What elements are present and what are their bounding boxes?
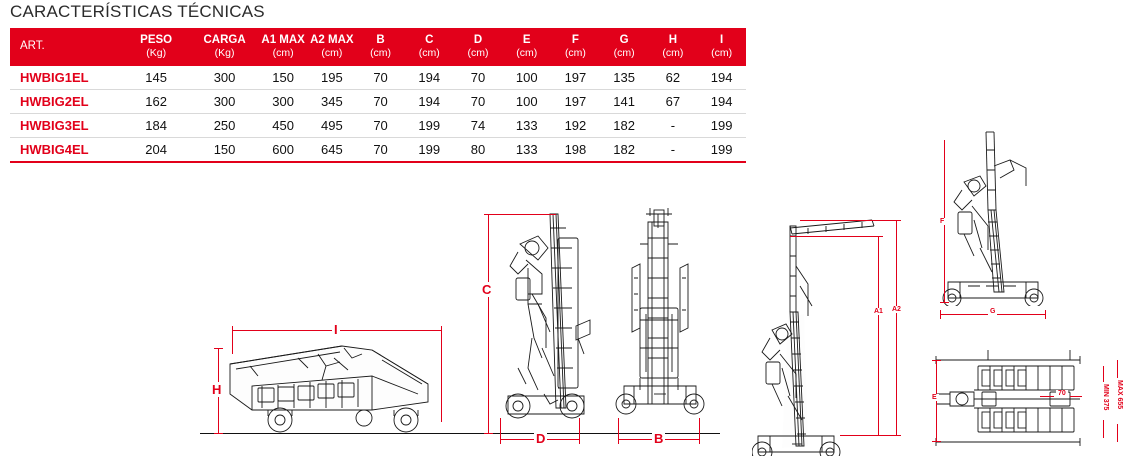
cell-i: 199 [697, 114, 746, 138]
dimension-label-i: I [334, 322, 338, 337]
column-header-g: G (cm) [600, 28, 649, 66]
dimension-label-c: C [482, 282, 492, 297]
extension-line [800, 220, 898, 221]
cell-peso: 204 [122, 138, 190, 163]
cell-h: - [649, 138, 698, 163]
cell-h: 62 [649, 66, 698, 90]
extension-line [790, 236, 880, 237]
cell-a2max: 345 [307, 90, 356, 114]
cell-c: 194 [405, 90, 454, 114]
column-header-a1max: A1 MAX (cm) [259, 28, 308, 66]
dimension-line-c [488, 214, 489, 434]
column-header-d: D (cm) [454, 28, 503, 66]
dimension-label-a1: A1 [874, 308, 883, 315]
cell-f: 198 [551, 138, 600, 163]
technical-specifications-table [10, 28, 746, 163]
cell-c: 199 [405, 138, 454, 163]
cell-a1max: 600 [259, 138, 308, 163]
cell-article: HWBIG2EL [10, 90, 122, 114]
drawing-side-view-fg [930, 126, 1080, 306]
cell-i: 194 [697, 66, 746, 90]
cell-g: 141 [600, 90, 649, 114]
cell-b: 70 [356, 138, 405, 163]
dimension-tick [1045, 310, 1046, 319]
column-header-b: B (cm) [356, 28, 405, 66]
column-header-art: ART. [10, 28, 122, 66]
dimension-label-b: B [654, 431, 664, 446]
cell-d: 74 [454, 114, 503, 138]
drawing-top-view [930, 346, 1100, 461]
table-row [10, 114, 746, 138]
dimension-line-a2 [896, 220, 897, 436]
dimension-tick [940, 302, 949, 303]
dimension-line-min [1103, 420, 1104, 438]
cell-b: 70 [356, 90, 405, 114]
cell-a1max: 150 [259, 66, 308, 90]
dimension-line-max [1117, 424, 1118, 442]
dimension-label-g: G [990, 308, 996, 315]
dimension-tick [214, 348, 223, 349]
cell-g: 135 [600, 66, 649, 90]
dimension-tick [940, 310, 941, 319]
dimension-line-70 [1040, 396, 1054, 397]
cell-article: HWBIG1EL [10, 66, 122, 90]
page-title: CARACTERÍSTICAS TÉCNICAS [10, 2, 265, 21]
drawing-front-view [610, 208, 710, 436]
table-row [10, 66, 746, 90]
cell-a1max: 300 [259, 90, 308, 114]
cell-carga: 300 [190, 90, 258, 114]
dimension-tick [214, 433, 223, 434]
extension-line [699, 418, 700, 442]
cell-a2max: 495 [307, 114, 356, 138]
dimension-tick [484, 433, 493, 434]
dimension-line-a1 [878, 236, 879, 436]
cell-e: 100 [502, 90, 551, 114]
cell-c: 199 [405, 114, 454, 138]
cell-peso: 162 [122, 90, 190, 114]
technical-drawings-area [0, 196, 1145, 467]
column-header-f: F (cm) [551, 28, 600, 66]
table-row [10, 90, 746, 114]
cell-d: 70 [454, 66, 503, 90]
cell-g: 182 [600, 138, 649, 163]
column-header-e: E (cm) [502, 28, 551, 66]
cell-f: 197 [551, 66, 600, 90]
cell-f: 197 [551, 90, 600, 114]
table-row [10, 138, 746, 163]
extension-line [840, 435, 898, 436]
column-header-c: C (cm) [405, 28, 454, 66]
extension-line [232, 330, 233, 354]
dimension-label-e: E [932, 394, 937, 401]
column-header-i: I (cm) [697, 28, 746, 66]
dimension-tick [932, 441, 941, 442]
dimension-label-d: D [536, 431, 546, 446]
cell-e: 133 [502, 138, 551, 163]
cell-a2max: 195 [307, 66, 356, 90]
cell-carga: 300 [190, 66, 258, 90]
cell-h: - [649, 114, 698, 138]
cell-i: 194 [697, 90, 746, 114]
drawing-vertical-side-view [498, 208, 598, 436]
column-header-h: H (cm) [649, 28, 698, 66]
cell-d: 80 [454, 138, 503, 163]
extension-line [579, 418, 580, 442]
column-header-carga: CARGA (Kg) [190, 28, 258, 66]
dimension-label-min: MIN 375 [1102, 384, 1109, 411]
cell-d: 70 [454, 90, 503, 114]
drawing-folded-side-view [222, 336, 452, 441]
table-header-row [10, 28, 746, 66]
column-header-peso: PESO (Kg) [122, 28, 190, 66]
cell-b: 70 [356, 114, 405, 138]
cell-peso: 184 [122, 114, 190, 138]
cell-e: 133 [502, 114, 551, 138]
cell-b: 70 [356, 66, 405, 90]
extension-line [500, 418, 501, 442]
cell-peso: 145 [122, 66, 190, 90]
dimension-label-70: 70 [1058, 390, 1066, 397]
dimension-label-f: F [940, 218, 945, 225]
cell-a2max: 645 [307, 138, 356, 163]
spec-table-container [10, 28, 746, 163]
extension-line [488, 214, 556, 215]
extension-line [441, 330, 442, 422]
cell-f: 192 [551, 114, 600, 138]
cell-h: 67 [649, 90, 698, 114]
cell-i: 199 [697, 138, 746, 163]
dimension-tick [932, 360, 941, 361]
dimension-line-e [936, 360, 937, 442]
dimension-line-max [1117, 360, 1118, 378]
extension-line [618, 418, 619, 442]
cell-c: 194 [405, 66, 454, 90]
dimension-label-h: H [212, 382, 222, 397]
dimension-line-70 [1070, 396, 1082, 397]
drawing-mast-extended-side-view [752, 116, 892, 456]
cell-carga: 250 [190, 114, 258, 138]
cell-carga: 150 [190, 138, 258, 163]
column-header-a2max: A2 MAX (cm) [307, 28, 356, 66]
cell-g: 182 [600, 114, 649, 138]
cell-article: HWBIG4EL [10, 138, 122, 163]
dimension-line-min [1103, 366, 1104, 382]
dimension-label-max: MAX 655 [1116, 380, 1123, 410]
cell-e: 100 [502, 66, 551, 90]
cell-a1max: 450 [259, 114, 308, 138]
dimension-label-a2: A2 [892, 306, 901, 313]
cell-article: HWBIG3EL [10, 114, 122, 138]
